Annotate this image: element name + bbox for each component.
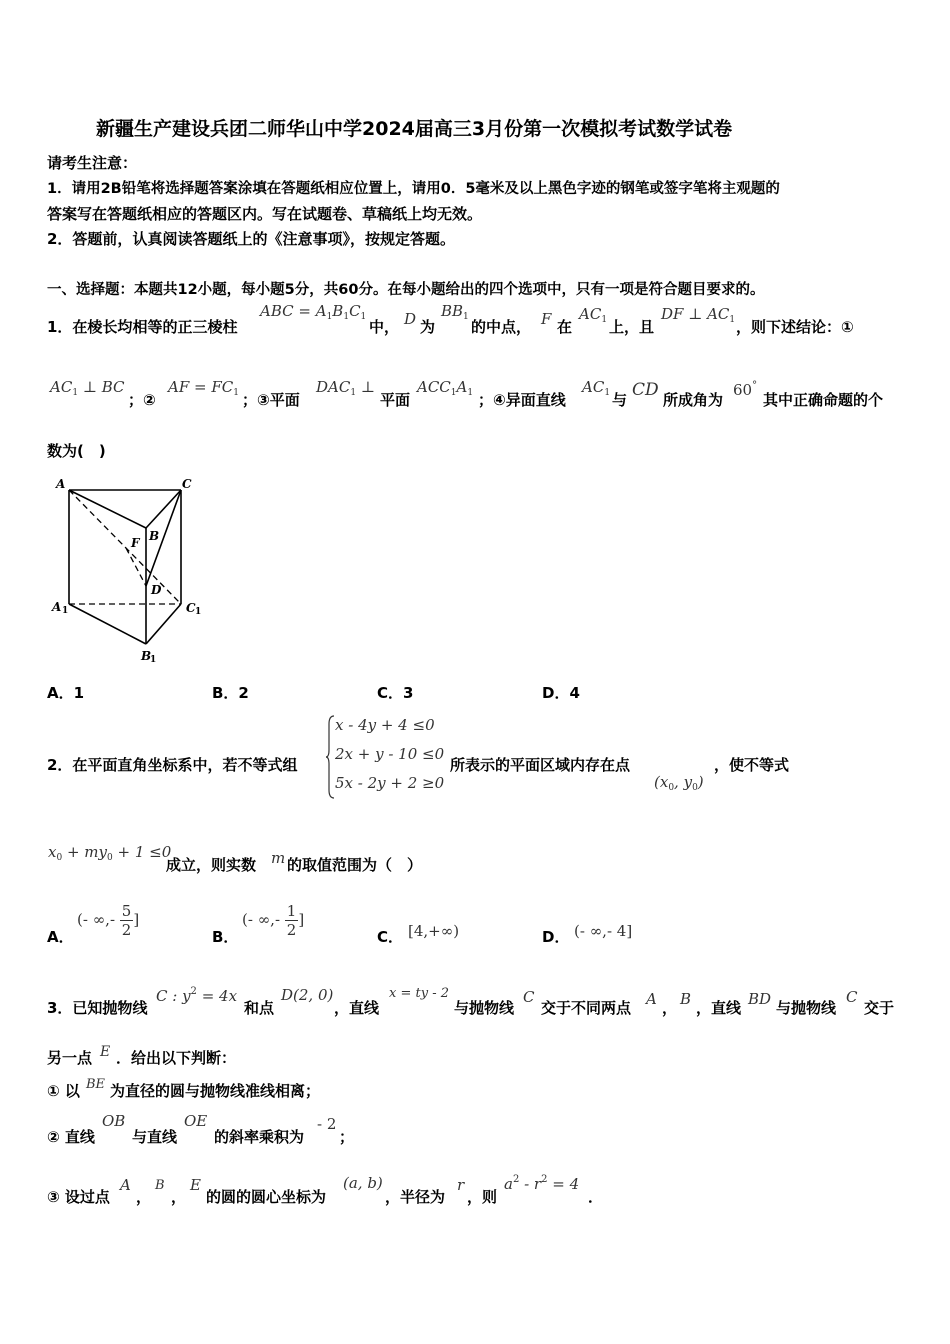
q2-option-a-letter[interactable]: A． — [47, 928, 74, 946]
q2-option-b-letter[interactable]: B． — [212, 928, 239, 946]
q3-math: B — [680, 990, 692, 1008]
q3-math: (a, b) — [343, 1174, 383, 1192]
q3-math: BD — [748, 990, 772, 1008]
label-b1: B — [141, 649, 152, 663]
q3-text: 另一点 — [47, 1049, 93, 1067]
prism-figure — [45, 474, 220, 669]
q1-text: 与 — [612, 391, 628, 409]
page-title: 新疆生产建设兵团二师华山中学2024届高三3月份第一次模拟考试数学试卷 — [96, 118, 733, 140]
label-d: D — [151, 583, 162, 597]
q2-inequality-system — [326, 714, 450, 800]
q3-math: BE — [86, 1077, 106, 1092]
q3-parabola: C : $y^2 = 4x$ — [156, 986, 238, 1005]
q3-line: x = ty - 2 — [389, 986, 449, 1001]
q3-judgement-3-text: ， — [136, 1188, 152, 1206]
q1-math: DF ⊥ $AC_1$ — [661, 305, 736, 325]
q1-text: 上，且 — [609, 318, 655, 336]
q3-math: $a^2 - r^2 = 4$ — [504, 1174, 580, 1193]
q2-text: ，使不等式 — [714, 756, 790, 774]
edge-fd — [126, 548, 146, 586]
label-b: B — [149, 529, 160, 543]
q3-text: ，直线 — [334, 999, 380, 1017]
q3-text: ．给出以下判断： — [116, 1049, 237, 1067]
q1-text: 在 — [557, 318, 573, 336]
q2-option-c-letter[interactable]: C． — [377, 928, 404, 946]
q1-math: $ACC_1A_1$ — [417, 378, 474, 398]
q3-math: C — [523, 988, 535, 1006]
q1-math: 60° — [733, 380, 758, 399]
q1-text: ，则下述结论：① — [736, 318, 854, 336]
q2-point: ($x_0$, $y_0$) — [654, 773, 704, 793]
edge-a1b1 — [69, 604, 146, 644]
q1-math: F — [541, 310, 552, 328]
q3-judgement-3-end: ． — [588, 1188, 604, 1206]
label-b1-sub: 1 — [150, 655, 157, 665]
q3-judgement-2: ② 直线 — [47, 1128, 95, 1146]
q3-text: ， — [662, 999, 678, 1017]
section-heading: 一、选择题：本题共12小题，每小题5分，共60分。在每小题给出的四个选项中，只有一项是符合题目要求的。 — [47, 282, 765, 298]
label-c1: C — [186, 601, 196, 615]
q1-option-a[interactable]: A．1 — [47, 684, 85, 702]
q2-text: 的取值范围为（ ） — [287, 856, 423, 874]
q2-option-d-value: (- ∞,- 4] — [574, 922, 633, 940]
label-a1-sub: 1 — [62, 606, 69, 616]
q1-math: $AC_1$ — [579, 305, 608, 325]
q3-judgement-3-text: ，半径为 — [385, 1188, 446, 1206]
q1-text: 其中正确命题的个 — [763, 391, 884, 409]
q1-math: AF = $FC_1$ — [168, 378, 239, 398]
label-a: A — [56, 477, 66, 491]
q1-math: $AC_1$ — [582, 378, 611, 398]
q3-judgement-3-text: ，则 — [467, 1188, 498, 1206]
label-a1: A — [52, 600, 62, 614]
q3-text: ，直线 — [696, 999, 742, 1017]
q2-text: 成立，则实数 — [166, 856, 257, 874]
notice-line1b: 答案写在答题纸相应的答题区内。写在试题卷、草稿纸上均无效。 — [47, 205, 483, 223]
q1-text: ；② — [128, 391, 156, 409]
q3-judgement-3: ③ 设过点 — [47, 1188, 110, 1206]
q3-text: 交于不同两点 — [541, 999, 632, 1017]
q3-math: OE — [184, 1112, 208, 1130]
q3-text: 与抛物线 — [454, 999, 515, 1017]
edge-cb — [146, 490, 181, 528]
q3-text: 和点 — [244, 999, 275, 1017]
q2-option-d-letter[interactable]: D． — [542, 928, 570, 946]
q1-text: 数为( ) — [47, 442, 106, 460]
q3-math: r — [457, 1176, 465, 1194]
q1-text: 为 — [420, 318, 436, 336]
q1-text: 所成角为 — [663, 391, 724, 409]
q3-text: 交于 — [864, 999, 895, 1017]
q3-math: B — [155, 1178, 165, 1193]
edge-ab — [69, 490, 146, 528]
q1-text: ；③平面 — [242, 391, 300, 409]
q2-option-c-value: [4,+∞) — [408, 922, 460, 940]
q1-math: CD — [632, 380, 659, 400]
q3-math: C — [846, 988, 858, 1006]
notice-line2: 2．答题前，认真阅读答题纸上的《注意事项》，按规定答题。 — [47, 230, 455, 248]
ineq-1: x - 4y + 4 ≤0 — [335, 716, 435, 734]
q3-math: OB — [102, 1112, 126, 1130]
notice-line1a: 1．请用2B铅笔将选择题答案涂填在答题纸相应位置上，请用0．5毫米及以上黑色字迹的钢笔或签字笔将主观题的 — [47, 181, 780, 197]
q3-judgement-1-text: 为直径的圆与抛物线准线相离； — [110, 1082, 321, 1100]
q2-math: m — [271, 849, 286, 867]
q3-math: E — [100, 1044, 111, 1060]
q3-text: 与抛物线 — [776, 999, 837, 1017]
q1-math: $DAC_1$ ⊥ — [316, 378, 375, 398]
edge-c1b1 — [146, 604, 181, 644]
q3-math: A — [120, 1176, 131, 1194]
q3-judgement-1: ① 以 — [47, 1082, 80, 1100]
q3-judgement-3-text: ， — [171, 1188, 187, 1206]
q2-text: 所表示的平面区域内存在点 — [450, 756, 631, 774]
q2-text: 2．在平面直角坐标系中，若不等式组 — [47, 756, 298, 774]
q1-math: $AC_1$ ⊥ BC — [50, 378, 125, 398]
q3-point-d: D(2, 0) — [281, 986, 334, 1004]
q3-text: 3．已知抛物线 — [47, 999, 148, 1017]
q2-option-b-value: (- ∞,- $\frac{1}{2}$ ] — [242, 902, 305, 939]
q3-math: - 2 — [317, 1115, 337, 1133]
q1-text: ；④异面直线 — [478, 391, 566, 409]
q1-text: 的中点， — [471, 318, 532, 336]
q1-option-c[interactable]: C．3 — [377, 684, 414, 702]
q1-prism-name: ABC = $A_1B_1C_1$ — [260, 302, 367, 322]
q1-option-d[interactable]: D．4 — [542, 684, 580, 702]
q3-judgement-2-text: 与直线 — [132, 1128, 178, 1146]
notice-heading: 请考生注意： — [47, 154, 138, 172]
q1-text: 平面 — [380, 391, 411, 409]
prism-figure-svg — [45, 474, 220, 669]
q1-math: D — [404, 310, 417, 328]
q3-judgement-2-end: ； — [339, 1128, 355, 1146]
q1-text: 中， — [369, 318, 400, 336]
label-f: F — [131, 536, 140, 550]
q2-option-a-value: (- ∞,- $\frac{5}{2}$ ] — [77, 902, 140, 939]
q3-judgement-3-text: 的圆的圆心坐标为 — [206, 1188, 327, 1206]
ineq-3: 5x - 2y + 2 ≥0 — [335, 774, 445, 792]
ineq-2: 2x + y - 10 ≤0 — [335, 745, 445, 763]
label-c: C — [182, 477, 192, 491]
q1-option-b[interactable]: B．2 — [212, 684, 249, 702]
q1-math: $BB_1$ — [441, 302, 469, 322]
label-c1-sub: 1 — [195, 607, 202, 617]
q3-math: A — [646, 990, 657, 1008]
q2-condition: $x_0 + my_0 + 1 \le 0$ — [48, 843, 172, 863]
q3-math: E — [190, 1176, 201, 1194]
q3-judgement-2-text: 的斜率乘积为 — [214, 1128, 305, 1146]
q1-text: 1．在棱长均相等的正三棱柱 — [47, 318, 238, 336]
